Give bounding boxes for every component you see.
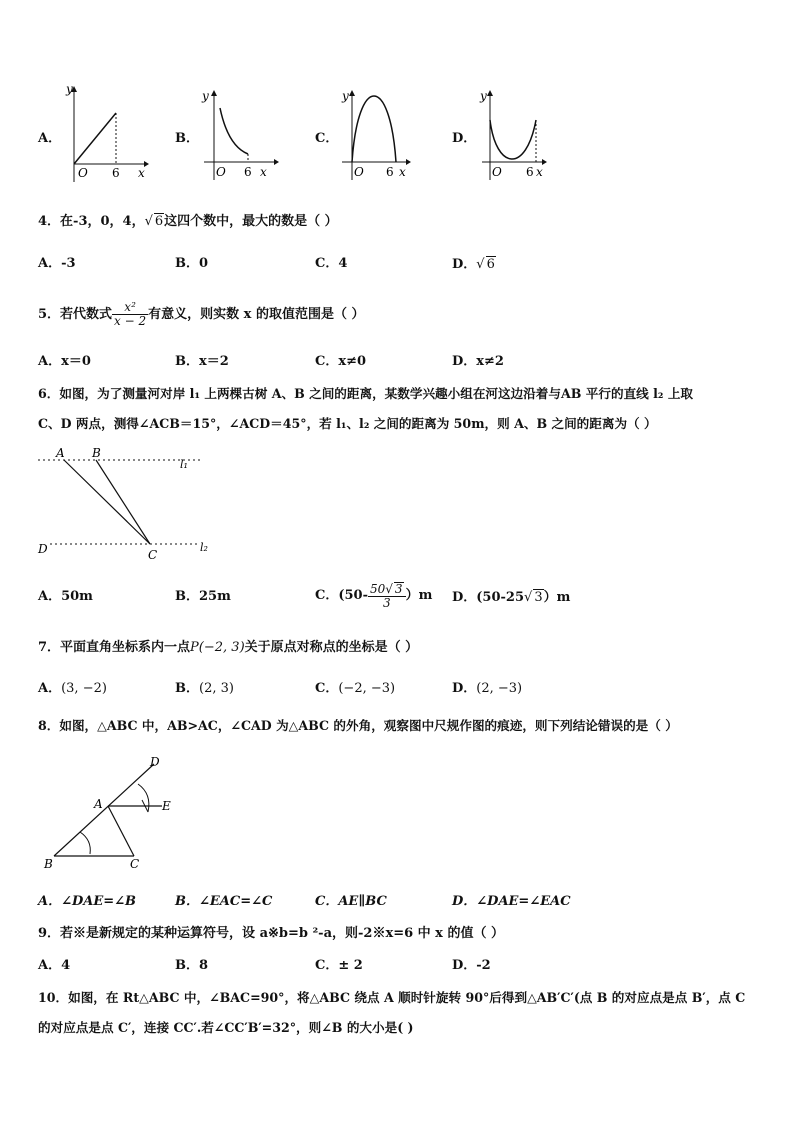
q5-option-b: B．x＝2 [175, 354, 229, 369]
q4-option-d-radicand: 6 [486, 257, 495, 272]
q3b-x-label: x [260, 165, 267, 179]
q7-option-d-value: (2, −3) [476, 681, 523, 696]
q4-option-b: B．0 [175, 256, 209, 271]
q3a-x-label: x [138, 166, 145, 180]
q3-graph-c [336, 80, 426, 190]
q6-label-l1: l₁ [180, 458, 188, 471]
q8-label-d: D [150, 755, 160, 769]
q8-label-a: A [94, 797, 103, 811]
q5-frac-num: x² [112, 301, 148, 315]
q6-option-c-suffix: ）m [405, 588, 433, 603]
q3-graph-a [58, 80, 150, 190]
q8-label-c: C [130, 857, 140, 871]
q3c-x-label: x [399, 165, 406, 179]
q3b-origin: O [216, 165, 226, 179]
q6-option-c [315, 576, 432, 616]
q6-option-a: A．50m [38, 589, 93, 604]
q7-option-c [315, 681, 395, 697]
q8-stem: 8．如图，△ABC 中，AB>AC，∠CAD 为△ABC 的外角，观察图中尺规作图的痕迹，则下列结论错误的是（ ） [38, 718, 678, 733]
q8-option-d: D．∠DAE=∠EAC [452, 894, 571, 909]
q6-option-c-num [368, 582, 406, 597]
q8-option-a: A．∠DAE=∠B [38, 894, 137, 909]
q6-label-c: C [148, 548, 158, 562]
q9-stem: 9．若※是新规定的某种运算符号，设 a※b=b ²-a，则-2※x=6 中 x 的值（ ） [38, 926, 504, 941]
sqrt-icon: √ [524, 590, 533, 605]
q5-stem-after: 有意义，则实数 x 的取值范围是（ ） [148, 307, 365, 322]
q3-graph-b [196, 80, 286, 190]
q3-option-d-letter: D． [452, 131, 477, 146]
q4-radicand: 6 [154, 214, 164, 229]
q8-label-e: E [162, 799, 171, 813]
q7-stem-after: 关于原点对称点的坐标是（ ） [244, 640, 419, 655]
q7-option-d [452, 681, 522, 697]
q3d-origin: O [492, 165, 502, 179]
q6-option-d-prefix: D．(50-25 [452, 590, 525, 605]
q6-option-b: B．25m [175, 589, 231, 604]
q3a-origin: O [78, 166, 88, 180]
q5-frac-den: x − 2 [114, 314, 147, 328]
q5-option-d: D．x≠2 [452, 354, 504, 369]
q5-option-c: C．x≠0 [315, 354, 367, 369]
q6-line2: C、D 两点，测得∠ACB＝15°，∠ACD＝45°，若 l₁、l₂ 之间的距离为 50m，则 A、B 之间的距离为（ ） [38, 416, 657, 431]
q3-graph-d [476, 80, 568, 190]
q7-option-a [38, 681, 107, 697]
q6-option-c-prefix: C．(50- [315, 588, 368, 603]
q9-option-b: B．8 [175, 958, 209, 973]
q3b-y-label: y [202, 89, 209, 103]
q6-option-d [452, 589, 570, 606]
q6-option-d-rad: 3 [534, 590, 543, 605]
q4-option-d-letter: D． [452, 257, 477, 272]
q7-option-d-letter: D． [452, 681, 477, 696]
q7-option-c-letter: C． [315, 681, 339, 696]
q3-option-c-letter: C． [315, 131, 339, 146]
q9-option-a: A．4 [38, 958, 71, 973]
q3d-y-label: y [480, 89, 487, 103]
q4-stem [38, 213, 338, 230]
q6-label-b: B [92, 446, 101, 460]
q7-option-c-value: (−2, −3) [338, 681, 396, 696]
q10-line2: 的对应点是点 C′，连接 CC′.若∠CC′B′=32°，则∠B 的大小是( ) [38, 1020, 414, 1035]
sqrt-icon: √ [144, 214, 153, 229]
q5-option-a: A．x＝0 [38, 354, 91, 369]
q7-option-b-value: (2, 3) [199, 681, 234, 696]
q6-label-l2: l₂ [200, 541, 208, 554]
q9-option-d: D．-2 [452, 958, 491, 973]
q3a-y-label: y [66, 82, 73, 96]
q3d-x-label: x [536, 165, 543, 179]
q10-line1: 10．如图，在 Rt△ABC 中，∠BAC=90°，将△ABC 绕点 A 顺时针旋转 90°后得到△AB′C′(点 B 的对应点是点 B′，点 C [38, 990, 746, 1005]
q3c-origin: O [354, 165, 364, 179]
q7-stem [38, 640, 418, 656]
q6-label-a: A [56, 446, 65, 460]
q4-option-d [452, 256, 496, 273]
q7-point: P(−2, 3) [190, 640, 245, 655]
q7-option-a-letter: A． [38, 681, 62, 696]
q4-option-c: C．4 [315, 256, 348, 271]
q6-line1: 6．如图，为了测量河对岸 l₁ 上两棵古树 A、B 之间的距离，某数学兴趣小组在河这边沿着与AB 平行的直线 l₂ 上取 [38, 386, 694, 401]
q3d-tick: 6 [526, 165, 534, 179]
sqrt-icon: √ [476, 257, 485, 272]
q5-fraction [112, 301, 148, 328]
q6-figure [30, 440, 230, 570]
q6-option-c-fraction [368, 582, 406, 610]
q3a-tick: 6 [112, 166, 120, 180]
q8-figure [34, 750, 194, 875]
q5-stem [38, 296, 364, 334]
q3c-tick: 6 [386, 165, 394, 179]
q7-stem-before: 7．平面直角坐标系内一点 [38, 640, 191, 655]
q9-option-c: C．± 2 [315, 958, 363, 973]
sqrt-icon: √ [385, 581, 393, 596]
q8-option-c: C．AE∥BC [315, 894, 387, 909]
q6-label-d: D [38, 542, 48, 556]
q7-option-b-letter: B． [175, 681, 199, 696]
q3c-y-label: y [342, 89, 349, 103]
q6-option-c-num-rad: 3 [394, 581, 403, 596]
q6-option-c-den: 3 [382, 595, 391, 610]
q4-option-a: A．-3 [38, 256, 76, 271]
q3-option-a-letter: A． [38, 131, 62, 146]
q6-option-d-suffix: ）m [543, 590, 571, 605]
q5-stem-before: 5．若代数式 [38, 307, 113, 322]
q6-option-c-num-coef: 50 [369, 581, 386, 596]
q8-option-b: B．∠EAC=∠C [175, 894, 273, 909]
q8-label-b: B [44, 857, 53, 871]
q4-stem-before: 4．在-3，0，4， [38, 214, 145, 229]
q4-stem-after: 这四个数中，最大的数是（ ） [164, 214, 338, 229]
q3b-tick: 6 [244, 165, 252, 179]
q7-option-a-value: (3, −2) [61, 681, 107, 696]
q7-option-b [175, 681, 234, 697]
q3-option-b-letter: B． [175, 131, 199, 146]
